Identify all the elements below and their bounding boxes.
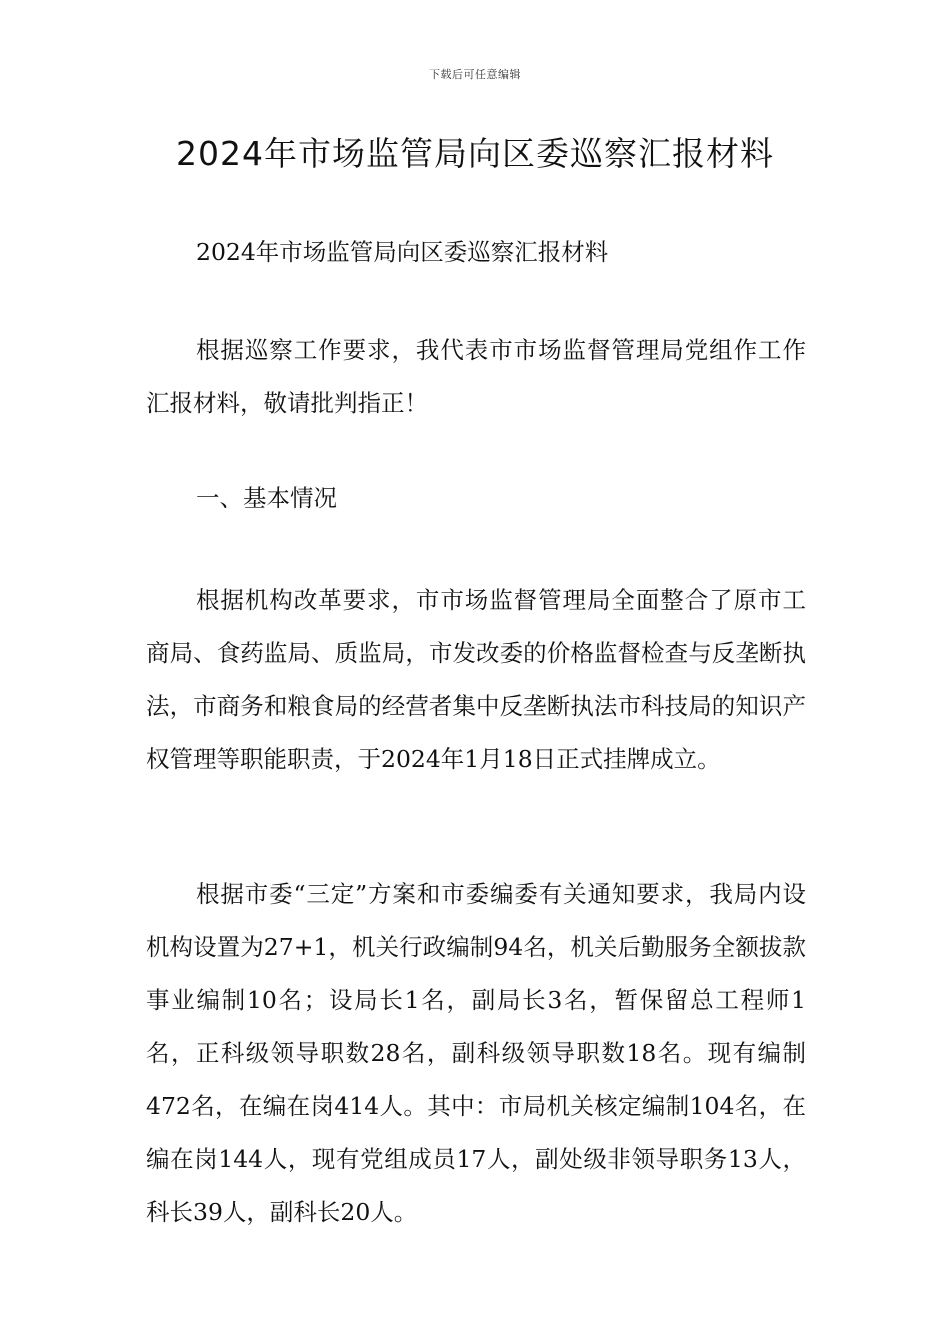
section-heading: 一、基本情况 <box>196 484 337 512</box>
document-title: 2024年市场监管局向区委巡察汇报材料 <box>176 134 774 173</box>
body-paragraph-2: 根据市委“三定”方案和市委编委有关通知要求，我局内设机构设置为27+1，机关行政编制94名，机关后勤服务全额拔款事业编制10名；设局长1名，副局长3名，暂保留总工程师1名，正科级领导职数28名，副科级领导职数18名。现有编制472名，在编在岗414人。其中：市局机关核定编制104名，在编在岗144人，现有党组成员17人，副处级非领导职务13人，科长39人，副科长20人。 <box>146 880 806 1226</box>
header-note: 下载后可任意编辑 <box>429 68 521 81</box>
intro-paragraph: 根据巡察工作要求，我代表市市场监督管理局党组作工作汇报材料，敬请批判指正！ <box>146 336 806 417</box>
body-paragraph-1: 根据机构改革要求，市市场监督管理局全面整合了原市工商局、食药监局、质监局，市发改委的价格监督检查与反垄断执法，市商务和粮食局的经营者集中反垄断执法市科技局的知识产权管理等职能职责，于2024年1月18日正式挂牌成立。 <box>146 586 806 773</box>
subtitle-paragraph: 2024年市场监管局向区委巡察汇报材料 <box>196 238 609 266</box>
